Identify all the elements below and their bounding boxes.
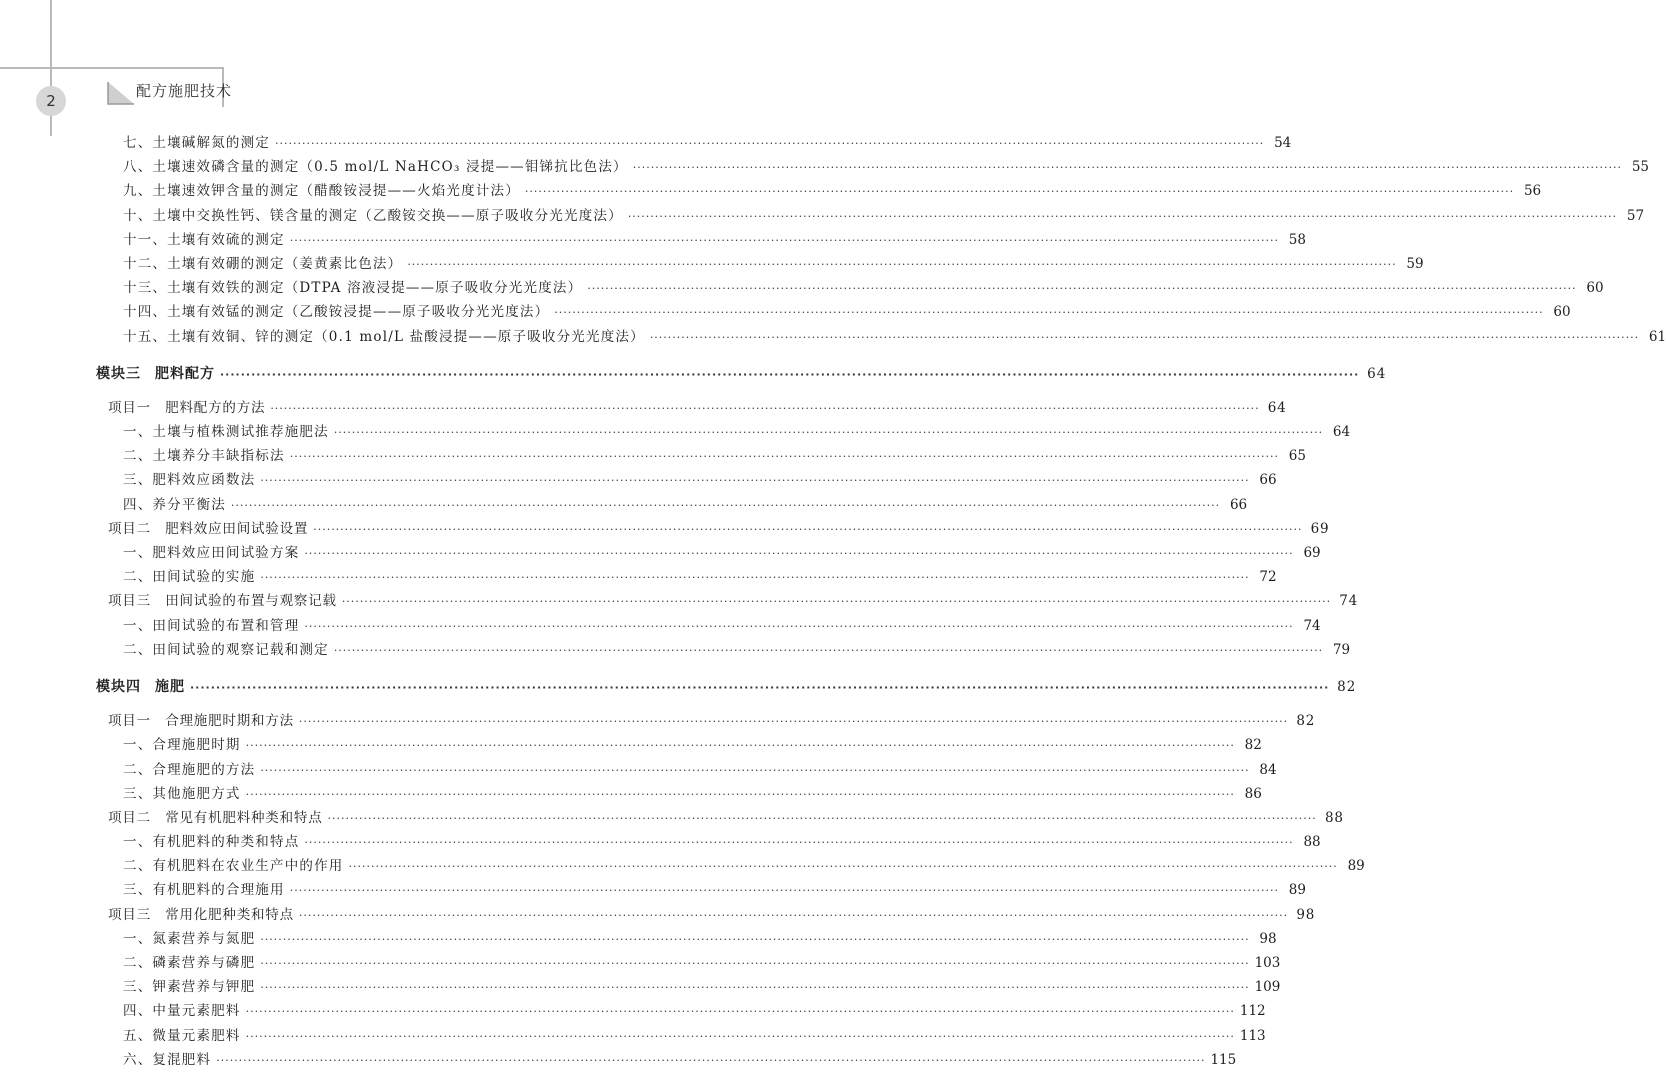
toc-entry-label: 三、其他施肥方式	[123, 785, 241, 802]
toc-entry-row[interactable]	[96, 733, 1262, 757]
toc-dot-leader: ····························································································································································································································	[627, 209, 1618, 223]
toc-dot-leader: ····························································································································································································································	[216, 1053, 1206, 1067]
toc-entry-row[interactable]	[96, 878, 1306, 902]
toc-page-number: 82	[1337, 678, 1357, 695]
toc-entry-row[interactable]	[96, 444, 1306, 468]
toc-module-title: 施肥	[155, 678, 185, 695]
toc-page-number: 58	[1288, 231, 1306, 248]
toc-dot-leader: ····························································································································································································································	[270, 401, 1260, 415]
toc-module-heading	[96, 362, 215, 386]
toc-entry-label: 十三、土壤有效铁的测定（DTPA 溶液浸提——原子吸收分光光度法）	[123, 280, 583, 297]
toc-entry-label: 一、肥料效应田间试验方案	[123, 545, 300, 561]
header-horizontal-rule	[0, 67, 224, 69]
toc-dot-leader: ····························································································································································································································	[348, 860, 1338, 874]
toc-entry-row[interactable]	[96, 468, 1277, 492]
toc-entry-label: 三、钾素营养与钾肥	[123, 979, 256, 996]
toc-dot-leader: ····························································································································································································································	[289, 233, 1279, 247]
toc-page-number: 112	[1239, 1003, 1266, 1020]
toc-page-number: 89	[1347, 858, 1365, 875]
toc-page-number: 60	[1553, 304, 1571, 321]
toc-entry-label: 二、田间试验的实施	[123, 569, 256, 586]
toc-entry-label: 一、土壤与植株测试推荐施肥法	[123, 424, 329, 441]
toc-item-row[interactable]	[96, 903, 1316, 927]
toc-item-row[interactable]	[96, 709, 1316, 733]
toc-entry-label: 一、田间试验的布置和管理	[123, 617, 300, 634]
toc-dot-leader: ····························································································································································································································	[304, 836, 1294, 850]
toc-entry-label: 七、土壤碱解氮的测定	[123, 135, 270, 151]
toc-dot-leader: ····························································································································································································································	[289, 450, 1279, 464]
toc-page-number: 64	[1367, 365, 1387, 382]
toc-entry-label: 二、有机肥料在农业生产中的作用	[123, 858, 344, 875]
toc-entry-label: 四、养分平衡法	[123, 496, 226, 513]
toc-page-number: 113	[1239, 1027, 1266, 1044]
toc-entry-label: 六、复混肥料	[123, 1051, 212, 1068]
toc-dot-leader: ····························································································································································································································	[275, 137, 1265, 150]
toc-dot-leader: ····························································································································································································································	[289, 884, 1279, 898]
toc-page-number: 115	[1210, 1051, 1237, 1068]
toc-entry-label: 二、磷素营养与磷肥	[123, 955, 256, 971]
toc-page-number: 64	[1332, 424, 1351, 441]
toc-entry-label: 二、土壤养分丰缺指标法	[123, 448, 285, 465]
toc-dot-leader: ····························································································································································································································	[220, 367, 1360, 381]
toc-entry-label: 三、肥料效应函数法	[123, 472, 256, 489]
toc-page-number: 89	[1288, 882, 1306, 899]
toc-dot-leader: ····························································································································································································································	[245, 787, 1235, 801]
toc-page-number: 88	[1324, 809, 1344, 826]
toc-page-number: 74	[1339, 593, 1359, 610]
toc-page-number: 69	[1303, 545, 1321, 561]
toc-page-number: 56	[1523, 183, 1542, 200]
toc-entry-row[interactable]	[96, 1024, 1266, 1048]
toc-dot-leader: ····························································································································································································································	[260, 763, 1250, 777]
toc-entry-row[interactable]	[96, 565, 1277, 589]
toc-entry-row[interactable]	[96, 854, 1365, 878]
toc-page-number: 88	[1303, 834, 1321, 851]
toc-module-row[interactable]	[96, 362, 1387, 386]
toc-page-number: 66	[1229, 496, 1248, 513]
toc-dot-leader: ····························································································································································································································	[304, 619, 1294, 633]
toc-dot-leader: ····························································································································································································································	[260, 957, 1250, 970]
toc-entry-label: 四、中量元素肥料	[123, 1003, 241, 1020]
toc-entry-label: 项目一 合理施肥时期和方法	[108, 713, 294, 730]
toc-entry-label: 项目二 肥料效应田间试验设置	[108, 520, 309, 537]
toc-dot-leader: ····························································································································································································································	[407, 257, 1397, 271]
toc-entry-row[interactable]	[96, 830, 1321, 854]
toc-entry-label: 项目三 田间试验的布置与观察记载	[108, 593, 337, 610]
toc-dot-leader: ····························································································································································································································	[260, 571, 1250, 585]
toc-dot-leader: ····························································································································································································································	[298, 908, 1289, 922]
toc-dot-leader: ····························································································································································································································	[327, 811, 1317, 825]
toc-page-number: 72	[1259, 569, 1277, 586]
toc-entry-row[interactable]	[96, 228, 1306, 252]
toc-page-number: 98	[1259, 930, 1277, 947]
toc-entry-row[interactable]	[96, 493, 1248, 517]
toc-page-number: 69	[1310, 520, 1330, 537]
toc-page-number: 60	[1586, 280, 1604, 297]
toc-dot-leader: ····························································································································································································································	[341, 595, 1332, 609]
toc-dot-leader: ····························································································································································································································	[333, 643, 1324, 657]
toc-entry-row[interactable]	[96, 975, 1281, 999]
toc-dot-leader: ····························································································································································································································	[333, 426, 1324, 440]
toc-dot-leader: ····························································································································································································································	[260, 932, 1250, 946]
toc-dot-leader: ····························································································································································································································	[554, 306, 1544, 320]
toc-dot-leader: ····························································································································································································································	[245, 1005, 1235, 1019]
toc-page-number: 103	[1254, 955, 1281, 971]
toc-module-heading	[96, 675, 185, 699]
toc-entry-row[interactable]	[96, 951, 1281, 975]
toc-item-row[interactable]	[96, 517, 1330, 541]
toc-entry-label: 一、有机肥料的种类和特点	[123, 834, 300, 851]
toc-dot-leader: ····························································································································································································································	[587, 282, 1577, 296]
toc-entry-label: 十二、土壤有效硼的测定（姜黄素比色法）	[123, 255, 403, 272]
toc-item-row[interactable]	[96, 396, 1287, 420]
toc-module-number: 模块三	[96, 365, 141, 382]
toc-entry-label: 五、微量元素肥料	[123, 1027, 241, 1044]
toc-entry-row[interactable]	[96, 614, 1321, 638]
toc-dot-leader: ····························································································································································································································	[304, 547, 1294, 560]
toc-page-number: 66	[1259, 472, 1277, 489]
toc-entry-label: 一、氮素营养与氮肥	[123, 930, 256, 947]
toc-page-number: 79	[1332, 641, 1351, 658]
toc-dot-leader: ····························································································································································································································	[298, 715, 1289, 729]
toc-entry-label: 十五、土壤有效铜、锌的测定（0.1 mol/L 盐酸浸提——原子吸收分光光度法）	[123, 328, 645, 345]
toc-page-number: 82	[1296, 713, 1316, 730]
page-number-badge: 2	[36, 86, 66, 116]
toc-item-row[interactable]	[96, 589, 1359, 613]
toc-dot-leader: ····························································································································································································································	[649, 330, 1640, 344]
toc-entry-row[interactable]	[96, 638, 1351, 662]
toc-entry-row[interactable]	[96, 131, 1292, 155]
toc-entry-label: 项目二 常见有机肥料种类和特点	[108, 809, 323, 826]
toc-dot-leader: ····························································································································································································································	[245, 739, 1235, 753]
running-header-title: 配方施肥技术	[136, 82, 233, 100]
toc-page-number: 109	[1254, 979, 1281, 996]
toc-page-number: 54	[1274, 135, 1292, 151]
toc-module-row[interactable]	[96, 675, 1357, 699]
toc-page-number: 86	[1244, 785, 1262, 802]
toc-dot-leader: ····························································································································································································································	[524, 185, 1515, 199]
toc-entry-row[interactable]	[96, 927, 1277, 951]
toc-entry-label: 八、土壤速效磷含量的测定（0.5 mol/L NaHCO₃ 浸提——钼锑抗比色法）	[123, 159, 628, 176]
toc-entry-row[interactable]	[96, 1048, 1237, 1072]
toc-dot-leader: ····························································································································································································································	[632, 161, 1622, 175]
toc-entry-label: 十四、土壤有效锰的测定（乙酸铵浸提——原子吸收分光光度法）	[123, 304, 550, 321]
toc-dot-leader: ····························································································································································································································	[245, 1029, 1235, 1043]
toc-entry-row[interactable]	[96, 420, 1351, 444]
toc-page-number: 84	[1259, 761, 1277, 778]
toc-entry-label: 项目一 肥料配方的方法	[108, 399, 266, 416]
toc-page-number: 65	[1288, 448, 1306, 465]
toc-entry-label: 二、田间试验的观察记载和测定	[123, 641, 329, 658]
toc-entry-row[interactable]	[96, 541, 1321, 565]
toc-entry-row[interactable]	[96, 999, 1266, 1023]
toc-entry-row[interactable]	[96, 276, 1604, 300]
toc-dot-leader: ····························································································································································································································	[230, 498, 1221, 512]
toc-entry-label: 十、土壤中交换性钙、镁含量的测定（乙酸铵交换——原子吸收分光光度法）	[123, 207, 623, 224]
toc-dot-leader: ····························································································································································································································	[260, 981, 1250, 995]
toc-entry-row[interactable]	[96, 179, 1542, 203]
toc-entry-row[interactable]	[96, 325, 1666, 349]
toc-page-number: 59	[1406, 255, 1424, 272]
toc-entry-row[interactable]	[96, 155, 1649, 179]
toc-entry-label: 十一、土壤有效硫的测定	[123, 231, 285, 248]
toc-entry-row[interactable]	[96, 300, 1571, 324]
toc-page-number: 57	[1626, 207, 1645, 224]
toc-page-number: 82	[1244, 737, 1262, 754]
toc-page-number: 64	[1267, 399, 1287, 416]
toc-page-number: 74	[1303, 617, 1321, 634]
toc-entry-label: 二、合理施肥的方法	[123, 761, 256, 778]
toc-entry-row[interactable]	[96, 758, 1277, 782]
toc-dot-leader: ····························································································································································································································	[190, 680, 1330, 694]
toc-page-number: 61	[1648, 328, 1666, 345]
toc-item-row[interactable]	[96, 806, 1344, 830]
toc-entry-label: 三、有机肥料的合理施用	[123, 882, 285, 899]
corner-triangle-icon	[106, 80, 136, 106]
toc-entry-row[interactable]	[96, 252, 1424, 276]
table-of-contents	[96, 131, 1666, 1072]
toc-page-number: 55	[1631, 159, 1649, 176]
toc-dot-leader: ····························································································································································································································	[260, 474, 1250, 488]
toc-entry-label: 项目三 常用化肥种类和特点	[108, 906, 294, 923]
toc-module-number: 模块四	[96, 678, 141, 695]
toc-dot-leader: ····························································································································································································································	[313, 522, 1303, 536]
toc-page-number: 98	[1296, 906, 1316, 923]
toc-entry-label: 九、土壤速效钾含量的测定（醋酸铵浸提——火焰光度计法）	[123, 183, 520, 200]
toc-entry-label: 一、合理施肥时期	[123, 737, 241, 754]
toc-module-title: 肥料配方	[155, 365, 215, 382]
toc-entry-row[interactable]	[96, 204, 1645, 228]
toc-entry-row[interactable]	[96, 782, 1262, 806]
